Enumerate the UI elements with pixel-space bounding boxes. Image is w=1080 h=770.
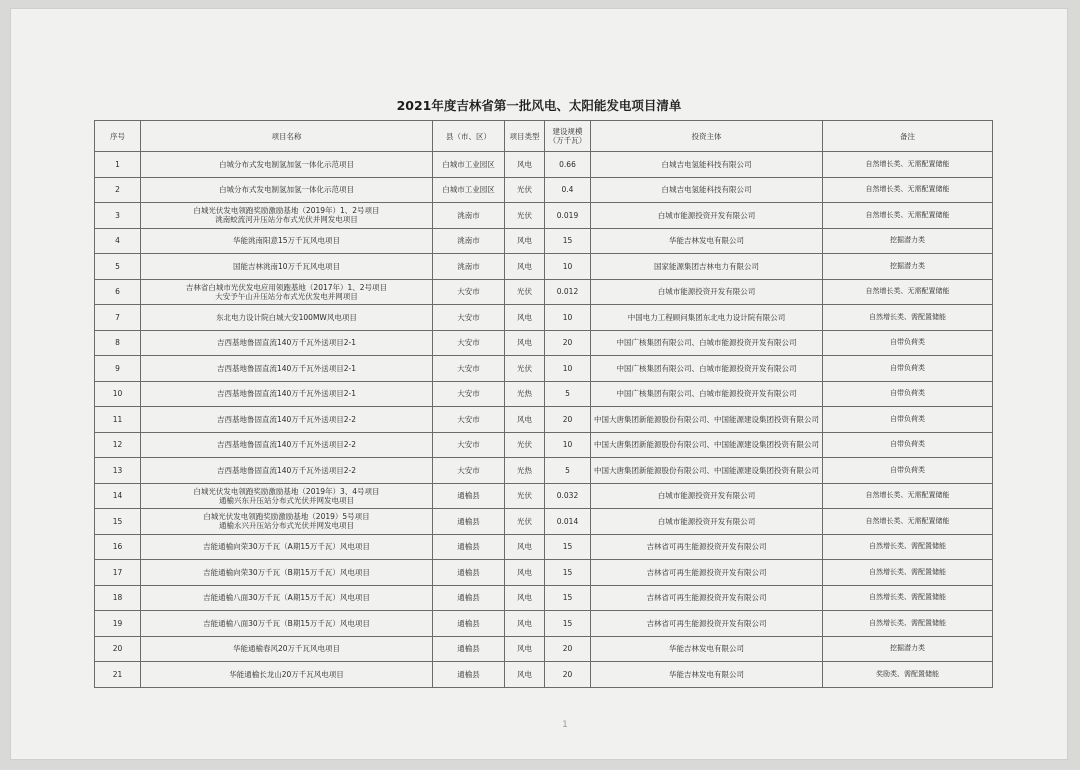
cell-seq: 17	[95, 560, 141, 586]
cell-investor: 白城市能源投资开发有限公司	[591, 203, 823, 229]
cell-county: 大安市	[433, 356, 505, 382]
cell-name-line1: 华能通榆长龙山20万千瓦风电项目	[229, 669, 344, 679]
cell-seq: 5	[95, 254, 141, 280]
cell-seq: 8	[95, 330, 141, 356]
cell-scale: 15	[545, 228, 591, 254]
cell-scale: 15	[545, 585, 591, 611]
cell-name	[141, 330, 433, 356]
cell-investor: 白城市能源投资开发有限公司	[591, 509, 823, 535]
cell-type: 风电	[505, 305, 545, 331]
cell-investor: 中国大唐集团新能源股份有限公司、中国能源建设集团投资有限公司	[591, 458, 823, 484]
table-row	[95, 356, 993, 382]
cell-name-line1: 国能吉林洮南10万千瓦风电项目	[232, 261, 341, 271]
cell-type: 光伏	[505, 356, 545, 382]
cell-type: 光伏	[505, 279, 545, 305]
header-name: 项目名称	[141, 121, 433, 152]
cell-name-line1: 吉能通榆八面30万千瓦（B期15万千瓦）风电项目	[203, 618, 370, 628]
cell-name	[141, 203, 433, 229]
cell-type: 风电	[505, 534, 545, 560]
cell-name-line1: 吉林省白城市光伏发电应用领跑基地（2017年）1、2号项目	[185, 282, 388, 292]
cell-county: 通榆县	[433, 509, 505, 535]
cell-county: 通榆县	[433, 662, 505, 688]
page-number: 1	[562, 720, 568, 730]
cell-scale: 10	[545, 432, 591, 458]
cell-name	[141, 458, 433, 484]
cell-scale: 5	[545, 458, 591, 484]
cell-investor: 吉林省可再生能源投资开发有限公司	[591, 560, 823, 586]
header-investor: 投资主体	[591, 121, 823, 152]
cell-name	[141, 611, 433, 637]
cell-scale: 20	[545, 330, 591, 356]
cell-name-line1: 东北电力设计院白城大安100MW风电项目	[216, 312, 357, 322]
cell-seq: 18	[95, 585, 141, 611]
table-row	[95, 279, 993, 305]
cell-county: 通榆县	[433, 636, 505, 662]
cell-seq: 12	[95, 432, 141, 458]
header-type: 项目类型	[505, 121, 545, 152]
table-row	[95, 381, 993, 407]
table-row	[95, 152, 993, 178]
cell-investor: 中国广核集团有限公司、白城市能源投资开发有限公司	[591, 356, 823, 382]
cell-investor: 中国大唐集团新能源股份有限公司、中国能源建设集团投资有限公司	[591, 432, 823, 458]
cell-type: 风电	[505, 228, 545, 254]
cell-remark: 自然增长类、无需配置储能	[823, 279, 993, 305]
cell-type: 风电	[505, 585, 545, 611]
cell-seq: 7	[95, 305, 141, 331]
cell-remark: 挖掘潜力类	[823, 228, 993, 254]
cell-type: 光伏	[505, 177, 545, 203]
cell-remark: 自然增长类、需配置储能	[823, 611, 993, 637]
header-row	[95, 121, 993, 152]
table-row	[95, 254, 993, 280]
cell-remark: 挖掘潜力类	[823, 254, 993, 280]
project-table	[94, 120, 993, 688]
table-body	[95, 152, 993, 688]
cell-name	[141, 177, 433, 203]
table-row	[95, 203, 993, 229]
cell-name-line2: 通榆兴东升压站分布式光伏并网发电项目	[219, 495, 354, 505]
cell-type: 光伏	[505, 483, 545, 509]
header-scale-line1: 建设规模	[552, 127, 583, 136]
cell-remark: 自带负荷类	[823, 458, 993, 484]
cell-investor: 吉林省可再生能源投资开发有限公司	[591, 611, 823, 637]
cell-scale: 10	[545, 356, 591, 382]
cell-county: 洮南市	[433, 228, 505, 254]
cell-investor: 白城市能源投资开发有限公司	[591, 483, 823, 509]
header-scale	[545, 121, 591, 152]
cell-investor: 中国大唐集团新能源股份有限公司、中国能源建设集团投资有限公司	[591, 407, 823, 433]
cell-name-line1: 白城光伏发电领跑奖励激励基地（2019）5号项目	[203, 512, 370, 522]
cell-scale: 15	[545, 560, 591, 586]
cell-county: 白城市工业园区	[433, 152, 505, 178]
cell-name	[141, 305, 433, 331]
cell-name	[141, 534, 433, 560]
table-row	[95, 662, 993, 688]
cell-name-line1: 白城分布式发电制氢加氢一体化示范项目	[219, 159, 354, 169]
cell-seq: 13	[95, 458, 141, 484]
cell-seq: 2	[95, 177, 141, 203]
cell-county: 通榆县	[433, 560, 505, 586]
table-header	[95, 121, 993, 152]
table-row	[95, 636, 993, 662]
cell-scale: 5	[545, 381, 591, 407]
cell-name	[141, 152, 433, 178]
cell-type: 风电	[505, 611, 545, 637]
cell-name-line1: 吉西基地鲁固直流140万千瓦外送项目2-2	[216, 414, 357, 424]
cell-investor: 中国电力工程顾问集团东北电力设计院有限公司	[591, 305, 823, 331]
cell-name-line1: 吉能通榆八面30万千瓦（A期15万千瓦）风电项目	[203, 593, 370, 603]
cell-investor: 华能吉林发电有限公司	[591, 636, 823, 662]
cell-county: 通榆县	[433, 585, 505, 611]
cell-remark: 自然增长类、无需配置储能	[823, 177, 993, 203]
header-seq: 序号	[95, 121, 141, 152]
cell-seq: 15	[95, 509, 141, 535]
cell-name-line1: 吉能通榆向荣30万千瓦（B期15万千瓦）风电项目	[203, 567, 370, 577]
cell-name-line1: 白城光伏发电领跑奖励激励基地（2019年）3、4号项目	[193, 486, 380, 496]
cell-name	[141, 228, 433, 254]
cell-remark: 挖掘潜力类	[823, 636, 993, 662]
cell-county: 通榆县	[433, 534, 505, 560]
cell-scale: 0.66	[545, 152, 591, 178]
cell-county: 大安市	[433, 305, 505, 331]
cell-scale: 0.014	[545, 509, 591, 535]
cell-scale: 10	[545, 254, 591, 280]
cell-investor: 华能吉林发电有限公司	[591, 662, 823, 688]
cell-scale: 0.4	[545, 177, 591, 203]
cell-name	[141, 636, 433, 662]
cell-name-line1: 吉西基地鲁固直流140万千瓦外送项目2-1	[216, 363, 357, 373]
cell-investor: 白城吉电氢能科技有限公司	[591, 177, 823, 203]
cell-county: 大安市	[433, 407, 505, 433]
table-row	[95, 458, 993, 484]
table-row	[95, 560, 993, 586]
cell-investor: 吉林省可再生能源投资开发有限公司	[591, 534, 823, 560]
cell-county: 大安市	[433, 432, 505, 458]
cell-name	[141, 483, 433, 509]
cell-name	[141, 432, 433, 458]
cell-remark: 自然增长类、需配置储能	[823, 305, 993, 331]
cell-county: 洮南市	[433, 203, 505, 229]
cell-type: 光伏	[505, 509, 545, 535]
cell-scale: 20	[545, 662, 591, 688]
table-row	[95, 585, 993, 611]
header-county: 县（市、区）	[433, 121, 505, 152]
cell-name	[141, 254, 433, 280]
cell-scale: 20	[545, 636, 591, 662]
cell-remark: 自然增长类、无需配置储能	[823, 509, 993, 535]
cell-scale: 0.032	[545, 483, 591, 509]
cell-investor: 中国广核集团有限公司、白城市能源投资开发有限公司	[591, 381, 823, 407]
cell-name-line1: 白城分布式发电制氢加氢一体化示范项目	[219, 185, 354, 195]
table-row	[95, 330, 993, 356]
cell-seq: 16	[95, 534, 141, 560]
cell-scale: 0.019	[545, 203, 591, 229]
cell-name-line1: 华能洮南阳意15万千瓦风电项目	[232, 236, 341, 246]
cell-name	[141, 560, 433, 586]
cell-seq: 11	[95, 407, 141, 433]
cell-county: 大安市	[433, 458, 505, 484]
cell-county: 大安市	[433, 381, 505, 407]
cell-remark: 自带负荷类	[823, 330, 993, 356]
cell-remark: 自带负荷类	[823, 432, 993, 458]
cell-name	[141, 381, 433, 407]
cell-name-line1: 华能通榆春风20万千瓦风电项目	[232, 644, 341, 654]
cell-name	[141, 509, 433, 535]
cell-type: 光热	[505, 458, 545, 484]
cell-seq: 19	[95, 611, 141, 637]
cell-seq: 3	[95, 203, 141, 229]
cell-seq: 1	[95, 152, 141, 178]
cell-name	[141, 407, 433, 433]
cell-investor: 中国广核集团有限公司、白城市能源投资开发有限公司	[591, 330, 823, 356]
table-row	[95, 611, 993, 637]
table-row	[95, 432, 993, 458]
cell-name	[141, 356, 433, 382]
cell-remark: 自带负荷类	[823, 356, 993, 382]
cell-county: 大安市	[433, 279, 505, 305]
cell-name-line1: 吉能通榆向荣30万千瓦（A期15万千瓦）风电项目	[203, 542, 370, 552]
cell-seq: 21	[95, 662, 141, 688]
cell-name	[141, 662, 433, 688]
cell-remark: 自带负荷类	[823, 407, 993, 433]
cell-seq: 10	[95, 381, 141, 407]
cell-scale: 10	[545, 305, 591, 331]
table-row	[95, 177, 993, 203]
cell-seq: 14	[95, 483, 141, 509]
cell-remark: 奖励类、需配置储能	[823, 662, 993, 688]
cell-name-line1: 白城光伏发电领跑奖励激励基地（2019年）1、2号项目	[193, 206, 380, 216]
cell-remark: 自然增长类、无需配置储能	[823, 483, 993, 509]
cell-name-line2: 洮南蛟流河升压站分布式光伏并网发电项目	[215, 215, 358, 225]
table-row	[95, 509, 993, 535]
cell-seq: 6	[95, 279, 141, 305]
cell-name-line2: 通榆永兴升压站分布式光伏并网发电项目	[219, 521, 354, 531]
cell-seq: 4	[95, 228, 141, 254]
header-remark: 备注	[823, 121, 993, 152]
cell-name-line1: 吉西基地鲁固直流140万千瓦外送项目2-1	[216, 338, 357, 348]
cell-name	[141, 279, 433, 305]
cell-name	[141, 585, 433, 611]
table-row	[95, 228, 993, 254]
cell-remark: 自然增长类、无需配置储能	[823, 203, 993, 229]
cell-county: 通榆县	[433, 483, 505, 509]
cell-county: 洮南市	[433, 254, 505, 280]
table-row	[95, 407, 993, 433]
cell-type: 风电	[505, 636, 545, 662]
cell-investor: 白城市能源投资开发有限公司	[591, 279, 823, 305]
document-title: 2021年度吉林省第一批风电、太阳能发电项目清单	[396, 98, 682, 113]
cell-investor: 白城吉电氢能科技有限公司	[591, 152, 823, 178]
cell-remark: 自带负荷类	[823, 381, 993, 407]
cell-remark: 自然增长类、需配置储能	[823, 560, 993, 586]
cell-type: 光伏	[505, 203, 545, 229]
cell-type: 风电	[505, 152, 545, 178]
cell-remark: 自然增长类、无需配置储能	[823, 152, 993, 178]
cell-name-line1: 吉西基地鲁固直流140万千瓦外送项目2-1	[216, 389, 357, 399]
cell-seq: 20	[95, 636, 141, 662]
cell-county: 通榆县	[433, 611, 505, 637]
cell-scale: 0.012	[545, 279, 591, 305]
cell-remark: 自然增长类、需配置储能	[823, 534, 993, 560]
table-row	[95, 483, 993, 509]
cell-type: 风电	[505, 407, 545, 433]
cell-name-line2: 大安予午山升压站分布式光伏发电并网项目	[215, 291, 358, 301]
cell-seq: 9	[95, 356, 141, 382]
cell-county: 大安市	[433, 330, 505, 356]
cell-name-line1: 吉西基地鲁固直流140万千瓦外送项目2-2	[216, 465, 357, 475]
cell-name-line1: 吉西基地鲁固直流140万千瓦外送项目2-2	[216, 440, 357, 450]
cell-scale: 15	[545, 534, 591, 560]
cell-investor: 国家能源集团吉林电力有限公司	[591, 254, 823, 280]
cell-type: 风电	[505, 662, 545, 688]
cell-remark: 自然增长类、需配置储能	[823, 585, 993, 611]
cell-scale: 15	[545, 611, 591, 637]
header-scale-line2: （万千瓦）	[548, 136, 587, 145]
cell-county: 白城市工业园区	[433, 177, 505, 203]
cell-type: 光伏	[505, 432, 545, 458]
cell-scale: 20	[545, 407, 591, 433]
cell-investor: 吉林省可再生能源投资开发有限公司	[591, 585, 823, 611]
cell-type: 风电	[505, 560, 545, 586]
cell-type: 风电	[505, 330, 545, 356]
cell-investor: 华能吉林发电有限公司	[591, 228, 823, 254]
document-page	[10, 8, 1068, 760]
cell-type: 风电	[505, 254, 545, 280]
table-row	[95, 305, 993, 331]
table-row	[95, 534, 993, 560]
cell-type: 光热	[505, 381, 545, 407]
